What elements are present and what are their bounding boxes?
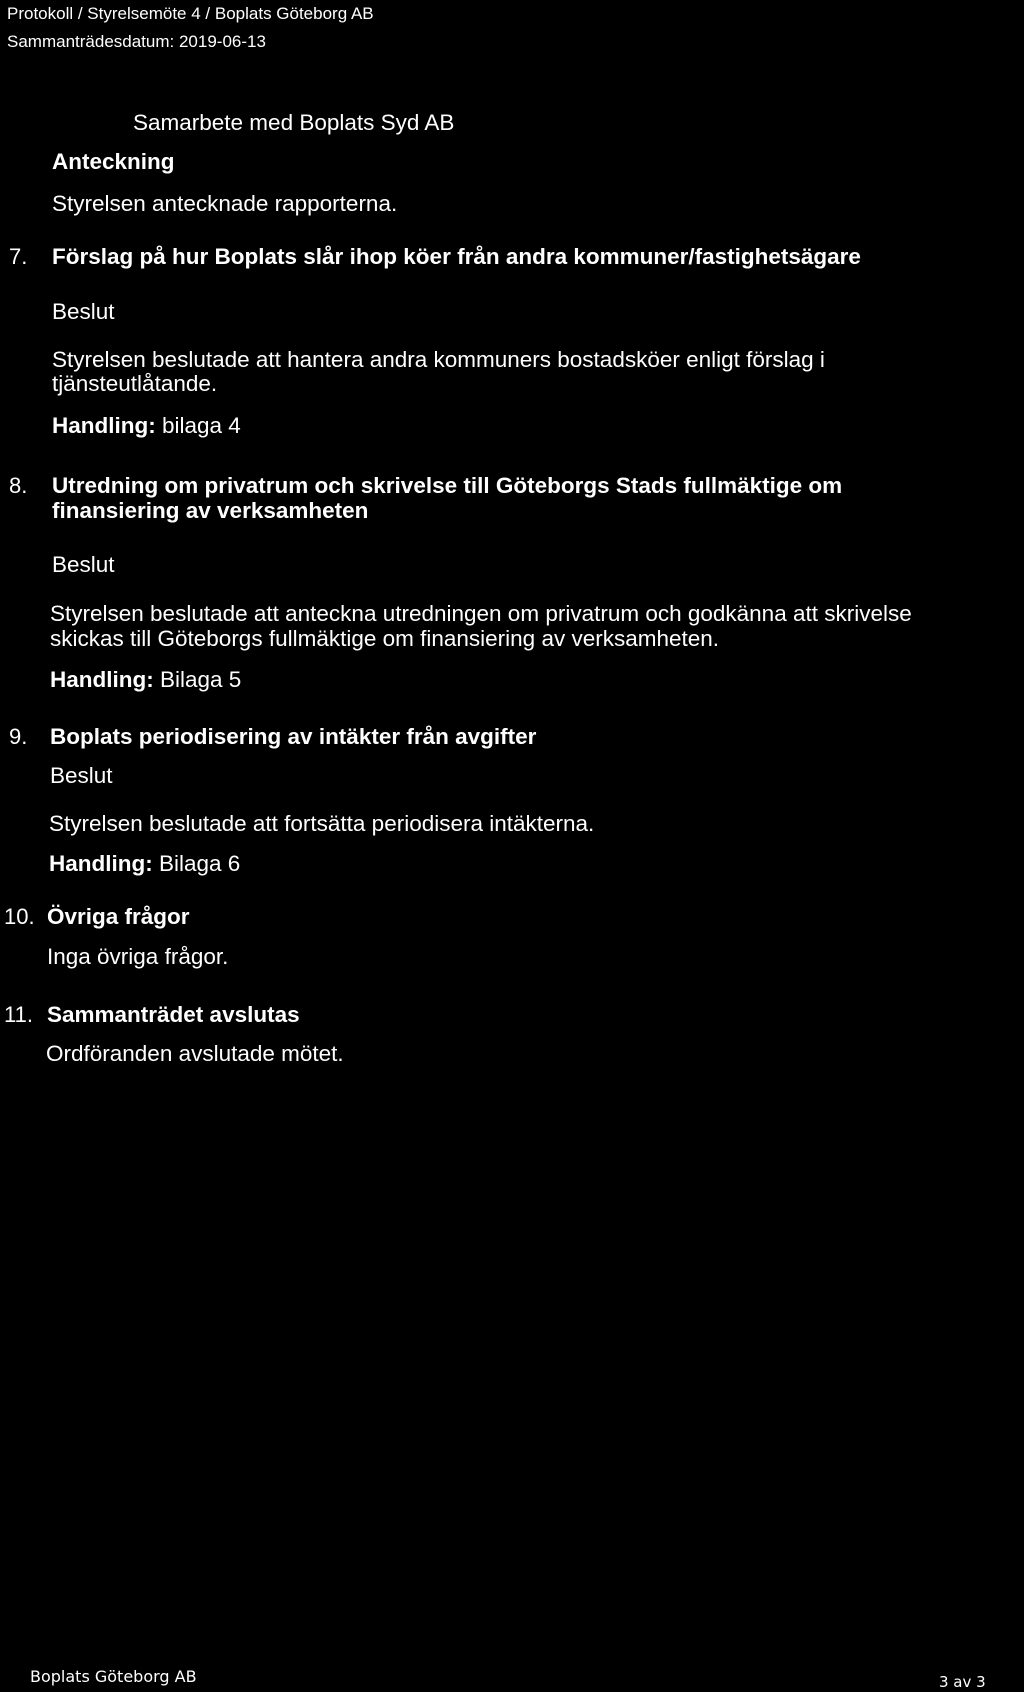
item-11-heading: Sammanträdet avslutas bbox=[47, 1002, 300, 1027]
item-7-heading: Förslag på hur Boplats slår ihop köer från andra kommuner/fastighetsägare bbox=[52, 244, 861, 269]
item-8-decision-line-1: Styrelsen beslutade att anteckna utredningen om privatrum och godkänna att skrivelse bbox=[50, 601, 912, 626]
item-7-decision-line-2: tjänsteutlåtande. bbox=[52, 371, 218, 396]
item-11-text: Ordföranden avslutade mötet. bbox=[46, 1041, 344, 1066]
item-7-handling bbox=[52, 412, 241, 439]
item-9-handling-label: Handling: bbox=[49, 851, 153, 876]
note-heading: Anteckning bbox=[52, 149, 175, 174]
item-10-number: 10. bbox=[4, 904, 35, 929]
item-10-text: Inga övriga frågor. bbox=[47, 944, 229, 969]
item-9-heading: Boplats periodisering av intäkter från avgifter bbox=[50, 724, 537, 749]
item-9-handling bbox=[49, 850, 240, 877]
item-8-handling-label: Handling: bbox=[50, 667, 154, 692]
item-9-decision-label: Beslut bbox=[50, 763, 113, 788]
item-7-decision-line-1: Styrelsen beslutade att hantera andra kommuners bostadsköer enligt förslag i bbox=[52, 347, 825, 372]
item-11-number: 11. bbox=[4, 1002, 33, 1027]
item-8-heading-line-1: Utredning om privatrum och skrivelse till Göteborgs Stads fullmäktige om bbox=[52, 473, 843, 498]
item-9-handling-value: Bilaga 6 bbox=[159, 851, 241, 876]
item-9-decision-text: Styrelsen beslutade att fortsätta periodisera intäkterna. bbox=[49, 811, 595, 836]
footer-page-number: 3 av 3 bbox=[939, 1673, 986, 1691]
item-7-handling-label: Handling: bbox=[52, 413, 156, 438]
item-8-number: 8. bbox=[9, 473, 28, 498]
note-text: Styrelsen antecknade rapporterna. bbox=[52, 191, 398, 216]
item-10-heading: Övriga frågor bbox=[47, 904, 190, 929]
item-7-handling-value: bilaga 4 bbox=[162, 413, 241, 438]
item-8-handling bbox=[50, 666, 241, 693]
item-9-number: 9. bbox=[9, 724, 28, 749]
item-8-decision-label: Beslut bbox=[52, 552, 115, 577]
item-8-decision-line-2: skickas till Göteborgs fullmäktige om finansiering av verksamheten. bbox=[50, 626, 720, 651]
item-7-number: 7. bbox=[9, 244, 28, 269]
header-date: Sammanträdesdatum: 2019-06-13 bbox=[7, 32, 266, 51]
item-7-decision-label: Beslut bbox=[52, 299, 115, 324]
item-8-handling-value: Bilaga 5 bbox=[160, 667, 242, 692]
header-title: Protokoll / Styrelsemöte 4 / Boplats Göteborg AB bbox=[7, 4, 374, 23]
item-8-heading-line-2: finansiering av verksamheten bbox=[52, 498, 369, 523]
intro-line: Samarbete med Boplats Syd AB bbox=[133, 110, 455, 135]
footer-org: Boplats Göteborg AB bbox=[30, 1667, 197, 1686]
